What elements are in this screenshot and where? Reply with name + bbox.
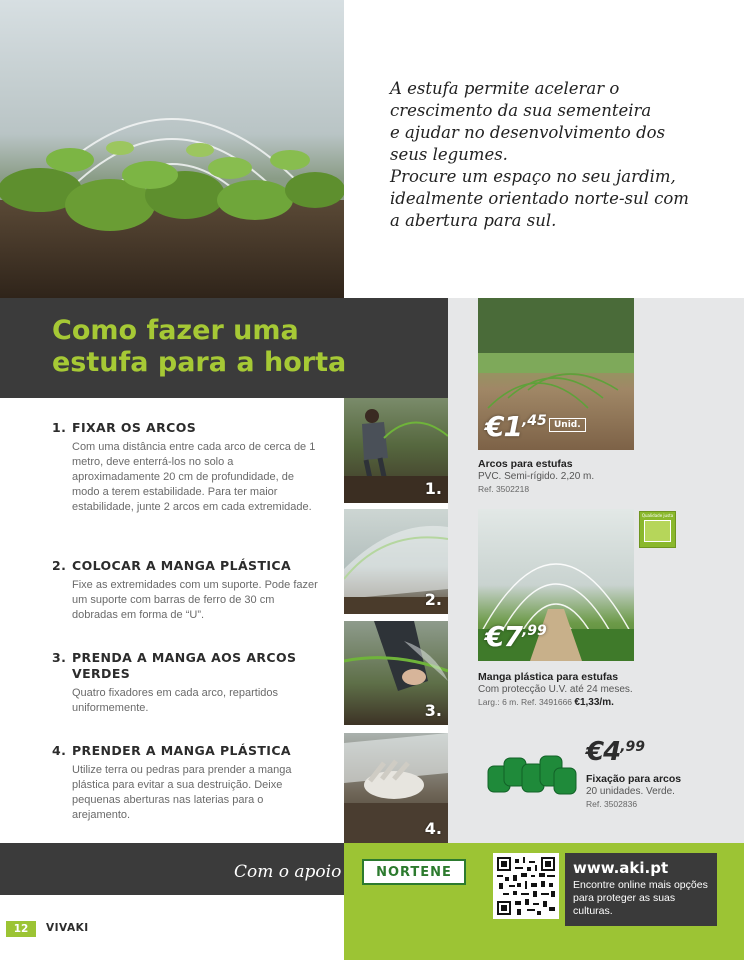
website-box[interactable]: [565, 853, 717, 926]
product-name: Fixação para arcos: [586, 773, 682, 785]
product-description: PVC. Semi-rígido. 2,20 m.: [478, 471, 595, 482]
step-number: 4.: [52, 743, 67, 758]
product-reference: Ref. 3502218: [478, 484, 530, 494]
quality-badge-label: Qualidade justa: [641, 513, 674, 518]
product-reference: Larg.: 6 m. Ref. 3491666: [478, 697, 573, 707]
clips-price: [586, 737, 645, 767]
website-text: Encontre online mais opções para proteger as suas culturas.: [573, 879, 708, 917]
intro-line: A estufa permite acelerar o: [390, 79, 620, 98]
price-cents: ,45: [521, 413, 547, 429]
product-reference: Ref. 3502836: [586, 799, 638, 809]
steps-list: [0, 398, 344, 843]
photo-number: 2.: [424, 590, 442, 609]
photo-number: 3.: [424, 701, 442, 720]
currency-symbol: €: [485, 410, 504, 443]
currency-symbol: €: [485, 620, 504, 653]
step-item: [52, 743, 322, 823]
step-title: PRENDER A MANGA PLÁSTICA: [72, 743, 291, 758]
scale-icon: [644, 520, 671, 542]
step-title: FIXAR OS ARCOS: [72, 420, 197, 435]
quality-badge: [639, 511, 676, 548]
step-number: 2.: [52, 558, 67, 573]
step-text: Utilize terra ou pedras para prender a manga plástica para evitar a sua destruição. Deixe pequenas aberturas nas laterias para o arejamento.: [72, 764, 292, 821]
arcs-product-info: [478, 458, 638, 495]
clips-product-info: [586, 773, 736, 810]
intro-line: crescimento da sua sementeira: [390, 101, 652, 120]
arc-clips-photo: [484, 752, 580, 800]
price-cents: ,99: [521, 623, 547, 639]
step-item: [52, 650, 322, 716]
step-3-photo: [344, 621, 448, 725]
nortene-logo: [362, 859, 466, 885]
sleeve-product-info: [478, 671, 668, 709]
intro-line: e ajudar no desenvolvimento dos: [390, 123, 666, 142]
intro-line: idealmente orientado norte-sul com: [390, 189, 689, 208]
intro-line: Procure um espaço no seu jardim,: [390, 167, 676, 186]
step-2-photo: [344, 509, 448, 614]
unit-price: €1,33/m.: [574, 697, 614, 708]
step-text: Fixe as extremidades com um suporte. Pode fazer um suporte com barras de ferro de 30 cm dobradas em forma de “U”.: [72, 579, 318, 621]
page-title: [52, 315, 412, 379]
step-number: 3.: [52, 650, 67, 665]
qr-code[interactable]: [493, 853, 559, 919]
title-line-2: estufa para a horta: [52, 347, 347, 378]
step-text: Quatro fixadores em cada arco, repartidos uniformemente.: [72, 687, 279, 714]
step-item: [52, 558, 322, 623]
step-title: PRENDA A MANGA AOS ARCOS VERDES: [72, 650, 297, 681]
price-cents: ,99: [620, 739, 645, 755]
price-integer: 4: [603, 737, 621, 767]
price-integer: 1: [503, 410, 522, 443]
page-number: 12: [6, 921, 36, 937]
step-4-photo: [344, 733, 448, 843]
unit-badge: Unid.: [549, 418, 586, 432]
intro-text: [390, 78, 710, 232]
title-line-1: Como fazer uma: [52, 315, 299, 346]
step-1-photo: [344, 398, 448, 503]
step-title: COLOCAR A MANGA PLÁSTICA: [72, 558, 292, 573]
magazine-name: VIVAKI: [46, 922, 89, 934]
photo-number: 1.: [424, 479, 442, 498]
currency-symbol: €: [586, 737, 604, 767]
intro-line: a abertura para sul.: [390, 211, 557, 230]
product-description: 20 unidades. Verde.: [586, 786, 675, 797]
product-description: Com protecção U.V. até 24 meses.: [478, 684, 633, 695]
price-integer: 7: [503, 620, 522, 653]
greenhouse-hero-photo: [0, 0, 344, 298]
step-text: Com uma distância entre cada arco de cerca de 1 metro, deve enterrá-los no solo a aproximadamente 20 cm de profundidade, de modo a terem estabilidade. Para ter maior estabilidade, junte 2 arcos em cada extremidade.: [72, 441, 316, 513]
website-url[interactable]: www.aki.pt: [573, 859, 669, 877]
step-number: 1.: [52, 420, 67, 435]
support-label: Com o apoio: [234, 862, 342, 882]
sleeve-price: [485, 620, 547, 653]
product-name: Manga plástica para estufas: [478, 671, 619, 683]
product-name: Arcos para estufas: [478, 458, 573, 470]
step-item: [52, 420, 322, 515]
arcs-price: [485, 410, 547, 443]
title-band: [0, 298, 448, 398]
photo-number: 4.: [424, 819, 442, 838]
brand-name: NORTENE: [376, 864, 452, 880]
intro-line: seus legumes.: [390, 145, 508, 164]
